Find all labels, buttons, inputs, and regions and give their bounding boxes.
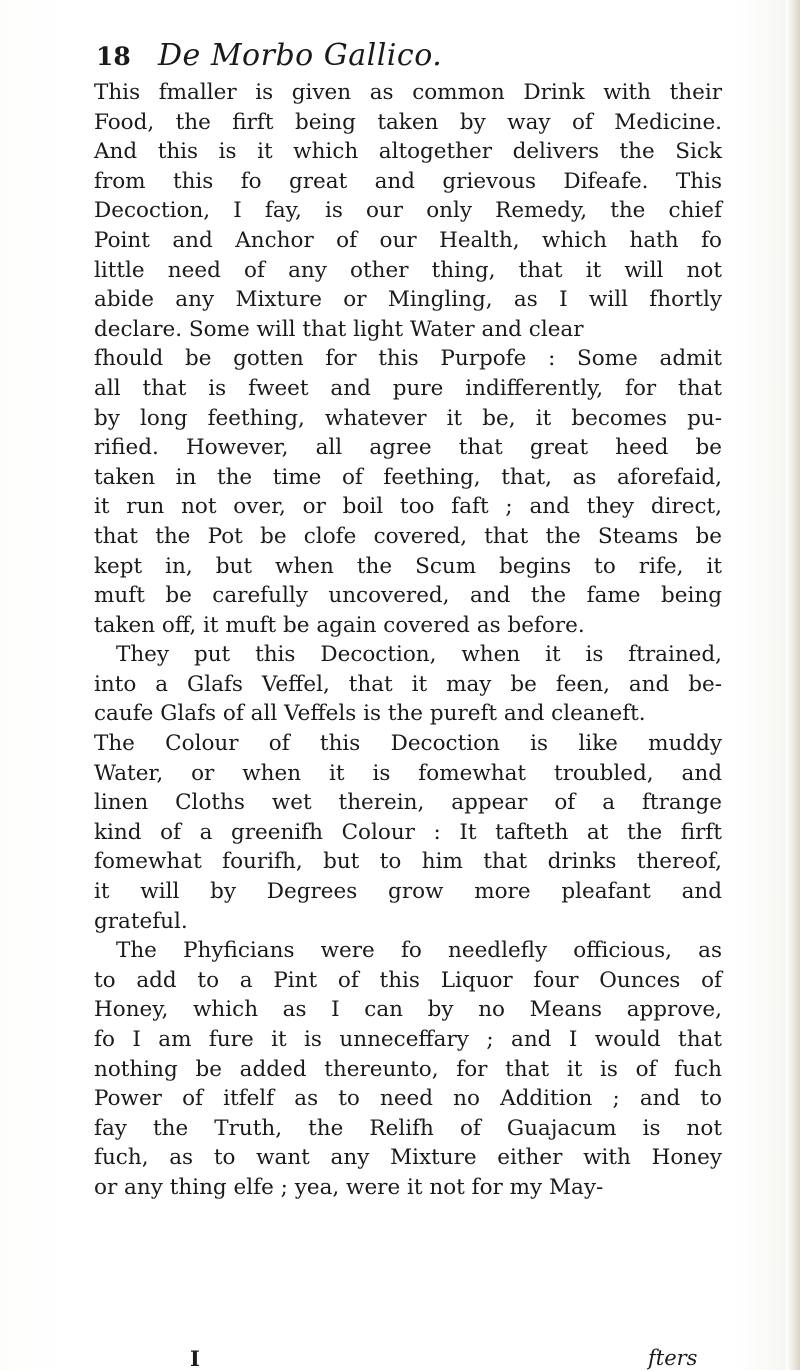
text-line: from this fo great and grievous Difeafe. This: [94, 168, 722, 194]
signature-mark: I: [190, 1346, 200, 1371]
text-line: grateful.: [94, 908, 188, 934]
page-number: 18: [96, 42, 131, 71]
text-line: it will by Degrees grow more pleafant and: [94, 879, 722, 905]
text-line: The Colour of this Decoction is like muddy: [94, 731, 722, 757]
text-line: or any thing elfe ; yea, were it not for my May-: [94, 1174, 604, 1200]
text-line: Point and Anchor of our Health, which hath fo: [94, 227, 722, 253]
running-title: De Morbo Gallico.: [158, 38, 443, 73]
text-line: Food, the firft being taken by way of Medicine.: [94, 109, 722, 135]
text-line: fomewhat fourifh, but to him that drinks thereof,: [94, 849, 722, 875]
text-line: all that is fweet and pure indifferently, for that: [94, 375, 722, 401]
text-line: kind of a greenifh Colour : It tafteth at the firft: [94, 819, 722, 845]
page-edge: [786, 0, 800, 1370]
text-line: They put this Decoction, when it is ftrained,: [116, 642, 722, 668]
text-line: abide any Mixture or Mingling, as I will fhortly: [94, 287, 722, 313]
text-line: taken off, it muft be again covered as before.: [94, 612, 585, 638]
text-line: Power of itfelf as to need no Addition ; and to: [94, 1086, 722, 1112]
text-line: into a Glafs Veffel, that it may be feen, and be-: [94, 671, 722, 697]
catchword: fters: [648, 1346, 698, 1370]
text-line: fuch, as to want any Mixture either with Honey: [94, 1145, 722, 1171]
text-line: nothing be added thereunto, for that it is of fuch: [94, 1056, 722, 1082]
text-line: that the Pot be clofe covered, that the Steams be: [94, 523, 722, 549]
text-line: And this is it which altogether delivers the Sick: [94, 139, 722, 165]
body-text: [94, 78, 722, 1203]
text-line: taken in the time of feething, that, as aforefaid,: [94, 464, 722, 490]
text-line: little need of any other thing, that it will not: [94, 257, 722, 283]
text-line: kept in, but when the Scum begins to rife, it: [94, 553, 722, 579]
page-header: [96, 36, 716, 80]
text-line: to add to a Pint of this Liquor four Ounces of: [94, 967, 722, 993]
text-line: caufe Glafs of all Veffels is the pureft and cleaneft.: [94, 701, 646, 727]
text-line: Honey, which as I can by no Means approve,: [94, 997, 722, 1023]
text-line: This fmaller is given as common Drink with their: [94, 80, 722, 105]
text-line: The Phyficians were fo needlefly officious, as: [116, 938, 722, 964]
text-line: linen Cloths wet therein, appear of a ftrange: [94, 790, 722, 816]
text-line: by long feething, whatever it be, it becomes pu-: [94, 405, 722, 431]
text-line: declare. Some will that light Water and clear: [94, 316, 584, 342]
text-line: fo I am fure it is unneceffary ; and I would that: [94, 1027, 722, 1052]
text-line: rified. However, all agree that great heed be: [94, 435, 722, 461]
text-line: muft be carefully uncovered, and the fame being: [94, 583, 722, 609]
text-line: Water, or when it is fomewhat troubled, and: [94, 760, 722, 786]
text-line: Decoction, I fay, is our only Remedy, the chief: [94, 198, 722, 224]
text-line: fhould be gotten for this Purpofe : Some admit: [94, 346, 722, 372]
text-line: fay the Truth, the Relifh of Guajacum is not: [94, 1115, 722, 1141]
text-line: it run not over, or boil too faft ; and they direct,: [94, 494, 722, 520]
